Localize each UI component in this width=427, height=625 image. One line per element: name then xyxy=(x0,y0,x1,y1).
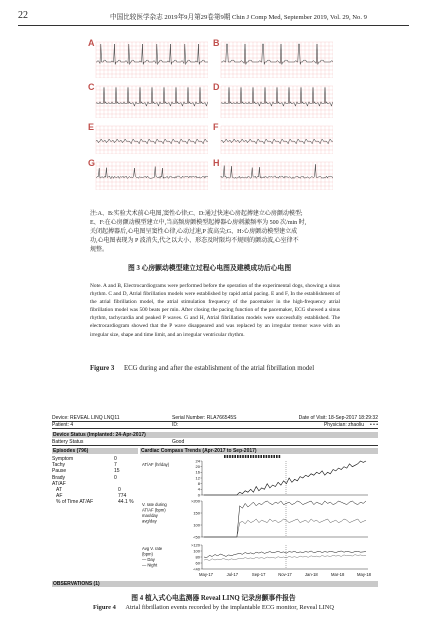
episode-markers xyxy=(224,455,280,458)
y-axis-label: — Night xyxy=(142,562,158,568)
y-axis-label: AT/AF (hr/day) xyxy=(142,462,170,467)
figure-title-text: Atrial fibrillation events recorded by the implantable ECG monitor, Reveal LINQ xyxy=(125,604,334,611)
figure3-title-en xyxy=(90,365,314,372)
y-tick-label: 150 xyxy=(193,510,200,516)
caption-line: E、F:在心房颤动模型建立中,当高频房颤模型起搏器心房刺激频率为 500 次/min 时, xyxy=(90,220,307,226)
marker xyxy=(234,455,236,458)
marker xyxy=(255,455,257,458)
trend-panel-3 xyxy=(142,542,368,571)
y-axis-label: (bpm) xyxy=(142,551,153,557)
ecg-strip xyxy=(213,158,333,190)
y-axis-label: Avg V. rate xyxy=(142,546,163,551)
trend-panel-1 xyxy=(142,458,368,497)
caption-line: 规整。 xyxy=(90,247,109,253)
trend-charts xyxy=(140,455,378,581)
battery-label: Battery Status xyxy=(52,439,84,445)
marker xyxy=(258,455,260,458)
panel-label: B xyxy=(213,38,220,48)
y-axis-label: V. rate during xyxy=(142,502,167,507)
y-axis-label: AT/AF (bpm) xyxy=(142,507,166,513)
marker xyxy=(268,455,270,458)
figure3-title-cn: 图 3 心房颤动模型建立过程心电图及建模成功后心电图 xyxy=(128,265,292,272)
y-tick-label: 12 xyxy=(195,475,200,481)
ecg-strip xyxy=(213,38,333,78)
panel-label: E xyxy=(88,122,95,132)
figure-title-text: ECG during and after the establishment of the atrial fibrillation model xyxy=(123,365,315,372)
marker xyxy=(273,455,275,458)
marker xyxy=(245,455,247,458)
y-tick-label: 0 xyxy=(197,492,200,498)
panel-label: A xyxy=(88,38,95,48)
episode-row xyxy=(56,499,136,505)
trends-heading: Cardiac Compass Trends (Apr-2017 to Sep-2017) xyxy=(140,448,378,454)
trend-svg xyxy=(140,455,378,579)
device-report xyxy=(52,415,378,587)
header-rule xyxy=(18,25,409,26)
panel-label: F xyxy=(213,122,219,132)
y-tick-label: 60 xyxy=(195,560,200,566)
y-tick-label: 8 xyxy=(197,481,200,487)
page-number: 22 xyxy=(18,10,28,21)
marker xyxy=(242,455,244,458)
marker xyxy=(266,455,268,458)
episode-row xyxy=(52,468,132,474)
figure3-caption-cn xyxy=(90,210,340,255)
panel-label: G xyxy=(88,158,96,168)
x-tick-label: Sep-17 xyxy=(251,572,266,577)
ecg-panel-a xyxy=(88,38,208,78)
episode-row xyxy=(56,487,136,493)
device-name: Device: REVEAL LINQ LNQ11 xyxy=(52,415,120,421)
x-tick-label: Nov-17 xyxy=(278,572,292,577)
y-axis-label: avg/day xyxy=(142,518,157,524)
panel-label: D xyxy=(213,82,220,92)
physician-dots: • • • xyxy=(369,422,378,428)
visit-date: Date of Visit: 18-Sep-2017 18:29:32 xyxy=(298,415,378,421)
ecg-panel-h xyxy=(213,158,333,190)
ecg-panel-c xyxy=(88,82,208,118)
ecg-strip xyxy=(88,38,208,78)
x-tick-label: May-17 xyxy=(199,572,213,577)
panel-label: H xyxy=(213,158,220,168)
marker xyxy=(276,455,278,458)
marker xyxy=(253,455,255,458)
figure-label: Figure 3 xyxy=(90,365,115,372)
journal-title: 中国比较医学杂志 2019年9月第29卷第9期 Chin J Comp Med, September 2019, Vol. 29, No. 9 xyxy=(110,14,367,21)
y-tick-label: <50 xyxy=(193,534,200,540)
episode-value: 7 xyxy=(114,462,117,469)
episode-label: AF xyxy=(56,493,63,500)
report-device-row xyxy=(52,415,378,422)
x-tick-label: Jan-18 xyxy=(304,572,318,577)
series-max xyxy=(204,501,366,537)
marker xyxy=(250,455,252,458)
x-tick-label: Mar-18 xyxy=(331,572,345,577)
marker xyxy=(260,455,262,458)
caption-line: 关闭起搏器后,心电图呈窦性心律,心动过速,P 波高尖;G、H:心房颤动模型建立成 xyxy=(90,229,298,235)
battery-row xyxy=(52,439,378,446)
y-tick-label: 100 xyxy=(193,522,200,528)
y-tick-label: 80 xyxy=(195,554,200,560)
ecg-panel-g xyxy=(88,158,208,190)
marker xyxy=(227,455,229,458)
episode-value: 15 xyxy=(114,468,120,475)
marker xyxy=(229,455,231,458)
episodes-heading: Episodes (796) xyxy=(52,448,138,454)
episode-value: 0 xyxy=(118,487,121,493)
y-tick-label: <40 xyxy=(193,566,200,572)
ecg-panel-f xyxy=(213,122,333,154)
marker xyxy=(271,455,273,458)
ecg-panel-e xyxy=(88,122,208,154)
series-night xyxy=(204,555,366,561)
episode-row xyxy=(52,462,132,468)
caption-line: 功,心电图表现为 P 波消失,代之以大小、形态及时限均不规则的颤动波,心室律不 xyxy=(90,238,299,244)
series-atfaf xyxy=(204,461,366,495)
episode-label: Pause xyxy=(52,468,67,475)
ecg-panel-d xyxy=(213,82,333,118)
ecg-strip xyxy=(213,122,333,154)
y-tick-label: 20 xyxy=(195,464,200,470)
marker xyxy=(279,455,281,458)
marker xyxy=(224,455,226,458)
y-tick-label: >200 xyxy=(190,498,200,504)
ecg-strip xyxy=(88,158,208,190)
ecg-strip xyxy=(88,82,208,118)
episode-value: 44.1 % xyxy=(118,499,134,506)
ecg-strip xyxy=(213,82,333,118)
y-tick-label: 16 xyxy=(195,469,200,475)
ecg-panel-b xyxy=(213,38,333,78)
episode-label: AT xyxy=(56,487,63,493)
id-label: ID: xyxy=(172,422,179,428)
episode-label: Tachy xyxy=(52,462,66,469)
figure-label: Figure 4 xyxy=(92,604,116,611)
episode-label: Symptom xyxy=(52,456,74,462)
physician: Physician: zhaoliu xyxy=(323,422,364,428)
episode-value: 0 xyxy=(114,474,117,481)
marker xyxy=(232,455,234,458)
patient-id: Patient: 4 xyxy=(52,422,74,428)
running-header xyxy=(0,10,427,24)
device-status-heading: Device Status (Implanted: 24-Apr-2017) xyxy=(52,432,378,438)
battery-value: Good xyxy=(172,439,185,445)
marker xyxy=(240,455,242,458)
episode-row xyxy=(52,456,132,462)
episode-label: % of Time AT/AF xyxy=(56,499,94,506)
episode-row xyxy=(52,481,132,487)
panel-label: C xyxy=(88,82,95,92)
report-patient-row xyxy=(52,422,378,429)
episode-value: 774 xyxy=(118,493,127,500)
caption-line: 注:A、B:实验犬术前心电图,窦性心律;C、D:通过快速心房起搏建立心房颤动模型; xyxy=(90,211,303,217)
marker xyxy=(237,455,239,458)
y-tick-label: 4 xyxy=(197,486,200,492)
x-tick-label: Jul-17 xyxy=(226,572,239,577)
y-tick-label: 24 xyxy=(195,458,200,464)
episode-row xyxy=(56,493,136,499)
figure4-title-cn: 图 4 植入式心电监测器 Reveal LINQ 记录房颤事件报告 xyxy=(131,595,296,602)
figure3-note-en: Note. A and B, Electrocardiograms were performed before the operation of the experimental dogs, showing a sinus rhythm. C and D, Atrial fibrillation models were established by rapid atrial pacing. E and F, In the establishment of the atrial fibrillation model, the atrial stimulation frequency of the pacemaker in the high-frequency atrial fibrillation model was 500 beats per min. After closing the pacing function of the pacemaker, ECG showed a sinus rhythm, tachycardia and peaked P waves. G and H, Atrial fibrillation models were successfully established. The electrocardiogram showed that the P wave disappeared and was replaced by an irregular tremor wave with an irregular size, shape and time limit, and an irregular ventricular rhythm. xyxy=(90,283,340,338)
ecg-strip xyxy=(88,122,208,154)
observations-heading: OBSERVATIONS (1) xyxy=(52,581,378,587)
y-axis-label: max/day xyxy=(142,513,158,518)
episode-value: 0 xyxy=(114,456,117,462)
x-tick-label: May-18 xyxy=(357,572,371,577)
y-tick-label: 100 xyxy=(193,548,200,554)
marker xyxy=(247,455,249,458)
marker xyxy=(263,455,265,458)
serial-number: Serial Number: RLA766545S xyxy=(172,415,237,421)
series-avg xyxy=(204,519,366,537)
trend-panel-2 xyxy=(142,498,368,539)
y-tick-label: >120 xyxy=(190,542,200,548)
episode-row xyxy=(52,475,132,481)
y-axis-label: — Day xyxy=(142,557,155,562)
series-day xyxy=(204,551,366,558)
episode-label: AT/AF xyxy=(52,480,66,487)
figure4-title-en xyxy=(0,604,427,611)
episode-label: Brady xyxy=(52,474,66,481)
